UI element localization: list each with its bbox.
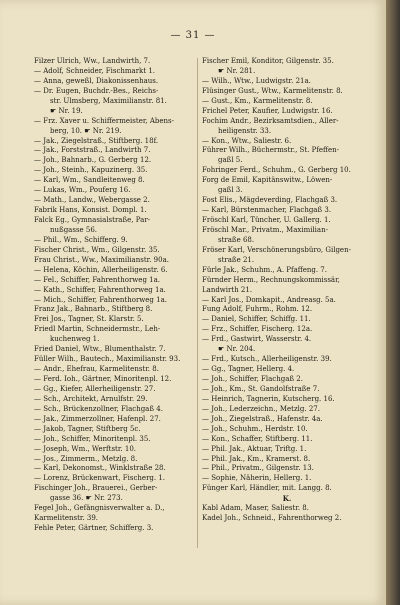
directory-entry-line: Franz Jak., Bahnarb., Stiftberg 8. (34, 305, 153, 314)
directory-entry-line: — Andr., Ehefrau, Karmelitenstr. 8. (34, 365, 159, 374)
right-column (202, 57, 372, 524)
directory-entry-line: — Karl, Bürstenmacher, Flachgaß 3. (202, 206, 332, 215)
directory-entry-line: — Fel., Schiffer, Fahrenthorweg 1a. (34, 275, 160, 284)
page-edge (386, 0, 400, 605)
directory-entry-line: — Frz. Xaver u. Schiffermeister, Abens- (34, 116, 175, 125)
directory-entry-line: Fochim Andr., Bezirksamtsdien., Aller- (202, 116, 339, 125)
directory-entry-line: — Karl, Wm., Sandleitenweg 8. (34, 176, 145, 185)
directory-entry-line: — Lukas, Wm., Pouferg 16. (34, 186, 131, 195)
directory-entry-line: Flüsinger Gust., Wtw., Karmelitenstr. 8. (202, 86, 343, 95)
directory-entry-line: — Frd., Kutsch., Allerheiligenstr. 39. (202, 355, 332, 364)
directory-entry-line: Frau Christ., Ww., Maximilianstr. 90a. (34, 255, 169, 264)
directory-entry-line: — Mich., Schiffer, Fahrenthorweg 1a. (34, 295, 167, 304)
directory-entry-line: — Joh., Schiffer, Minoritenpl. 35. (34, 434, 151, 443)
directory-entry-line: Füller Wilh., Bautech., Maximilianstr. 93. (34, 355, 181, 364)
directory-entry-line: — Helena, Köchin, Allerheiligenstr. 6. (34, 265, 168, 274)
directory-entry-line: — Wilh., Wtw., Ludwigstr. 21a. (202, 76, 311, 85)
page-number: — 31 — (170, 30, 216, 41)
directory-entry-line: Führer Wilh., Büchermstr., St. Pfeffen- (202, 146, 340, 155)
directory-entry-line: — Phil., Privatm., Gilgenstr. 13. (202, 464, 314, 473)
directory-entry-line: — Anna, geweßl, Diakonissenhaus. (34, 76, 159, 85)
directory-entry-line: nußgasse 56. (50, 225, 98, 234)
directory-entry-line: — Sch., Brückenzollner, Flachgaß 4. (34, 404, 163, 413)
directory-entry-line: — Gg., Tagner, Hellerg. 4. (202, 365, 295, 374)
directory-entry-line: K. (282, 494, 292, 504)
directory-entry-line: — Lorenz, Brückenwart, Fischerg. 1. (34, 474, 166, 483)
directory-entry-line: Fürnder Herm., Rechnungskommissär, (202, 275, 340, 284)
directory-entry-line: — Joseph, Wm., Werftstr. 10. (34, 444, 137, 453)
directory-entry-line: — Joh., Km., St. Gandolfstraße 7. (202, 384, 320, 393)
directory-entry-line: — Jak., Zimmerzollner, Hafenpl. 27. (34, 414, 161, 423)
directory-entry-line: Forg de Emil, Kapitänswitw., Löwen- (202, 176, 333, 185)
directory-entry-line: berg, 10. ☛ Nr. 219. (50, 126, 122, 135)
directory-entry-line: — Adolf, Schneider, Fischmarkt 1. (34, 66, 156, 75)
directory-entry-line: Fröschl Mar., Privatm., Maximilian- (202, 225, 328, 234)
directory-entry-line: Fung Adolf, Fuhrm., Rohm. 12. (202, 305, 313, 314)
directory-entry-line: Fost Elis., Mägdeverding, Flachgaß 3. (202, 196, 338, 205)
directory-entry-line: Frichel Peter, Kaufier, Ludwigstr. 16. (202, 106, 333, 115)
directory-entry-line: — Kath., Schiffer, Fahrenthorweg 1a. (34, 285, 166, 294)
directory-entry-line: Fehle Peter, Gärtner, Schifferg. 3. (34, 524, 154, 533)
directory-entry-line: — Sch., Architekt, Arnulfstr. 29. (34, 394, 148, 403)
directory-entry-line: — Joh., Bahnarb., G. Gerberg 12. (34, 156, 152, 165)
directory-entry-line: — Phil. Jak., Km., Kramerst. 8. (202, 454, 311, 463)
directory-entry-line: — Jos., Zimmerm., Metzlg. 8. (34, 454, 138, 463)
directory-entry-line: Fröschl Karl, Tüncher, U. Gallerg. 1. (202, 216, 331, 224)
directory-entry-line: str. Ulmsberg, Maximilianstr. 81. (50, 96, 167, 105)
directory-entry-line: — Gust., Km., Karmelitenstr. 8. (202, 96, 313, 105)
directory-entry-line: Frei Jos., Tagner, St. Klarstr. 5. (34, 315, 144, 324)
directory-entry-line: Fischinger Joh., Brauerei., Gerber- (34, 484, 158, 493)
directory-entry-line: Landwirth 21. (202, 285, 253, 294)
directory-entry-line: heiligenstr. 33. (218, 126, 272, 135)
directory-entry-line: Fischer Christ., Wm., Gilgenstr. 35. (34, 245, 160, 254)
directory-entry-line: Karmelitenstr. 39. (34, 514, 99, 523)
directory-entry-line: straße 21. (218, 255, 255, 264)
directory-entry-line: — Karl, Dekonomst., Winklstraße 28. (34, 464, 166, 473)
directory-entry-line: Friedl Martin, Schneidermstr., Leh- (34, 325, 161, 334)
directory-entry-line: — Jak., Ziegelstraß., Stiftberg. 18f. (34, 136, 159, 145)
directory-entry-line: Fried Daniel, Wtw., Blumenthalstr. 7. (34, 345, 166, 354)
directory-entry-line: — Ferd. Ioh., Gärtner, Minoritenpl. 12. (34, 375, 172, 383)
directory-entry-line: — Phil. Jak., Aktuar, Triftg. 1. (202, 444, 307, 453)
directory-entry-line: Fischer Emil, Konditor, Gilgenstr. 35. (202, 57, 334, 65)
directory-entry-line: Kadel Joh., Schneid., Fahrenthorweg 2. (202, 514, 342, 523)
directory-entry-line: — Jak., Forststraß., Landwirth 7. (34, 146, 151, 155)
directory-entry-line: — Joh., Schuhm., Herdstr. 10. (202, 424, 308, 433)
column-divider (197, 58, 198, 548)
left-column (34, 57, 192, 534)
directory-entry-line: — Frz., Schiffer, Fischerg. 12a. (202, 325, 313, 334)
directory-entry-line: — Math., Landw., Webergasse 2. (34, 196, 150, 205)
directory-entry-line: Fohringer Ferd., Schuhm., G. Gerberg 10. (202, 166, 351, 175)
directory-entry-line: Fürle Jak., Schuhm., A. Pfaffeng. 7. (202, 265, 327, 274)
directory-entry-line: — Gg., Kiefer, Allerheiligenstr. 27. (34, 384, 156, 393)
directory-entry-line: ☛ Nr. 204. (218, 345, 256, 354)
directory-entry-line: — Joh., Lederzeichn., Metzlg. 27. (202, 404, 320, 413)
directory-entry-line: ☛ Nr. 281. (218, 66, 256, 75)
directory-entry-line: Fegel Joh., Gefängnisverwalter a. D., (34, 504, 165, 513)
directory-entry-line: — Jakob, Tagner, Stiftberg 5c. (34, 424, 141, 433)
directory-entry-line: — Joh., Schiffer, Flachgaß 2. (202, 375, 303, 383)
directory-entry-line: — Karl Jos., Domkapit., Andreasg. 5a. (202, 295, 336, 304)
directory-entry-line: — Joh., Ziegelstraß., Hafenstr. 4a. (202, 414, 323, 423)
directory-entry-line: Filzer Ulrich, Ww., Landwirth, 7. (34, 57, 151, 65)
directory-entry-line: — Heinrich, Tagnerin, Kutscherg. 16. (202, 394, 335, 403)
directory-entry-line: — Daniel, Schiffer, Schiffg. 11. (202, 315, 311, 324)
directory-entry-line: Falck Eg., Gymnasialstraße, Par- (34, 216, 151, 224)
directory-entry-line: kuchenweg 1. (50, 335, 100, 344)
directory-entry-line: gaßl 3. (218, 186, 243, 195)
directory-entry-line: Fabrik Hans, Konsist. Dompl. 1. (34, 206, 147, 215)
directory-entry-line: Fünger Karl, Händler, mit. Langg. 8. (202, 484, 332, 493)
directory-entry-line: Fröser Karl, Verschönerungsbüro, Gilgen- (202, 245, 351, 254)
directory-entry-line: Kabl Adam, Maser, Saliestr. 8. (202, 504, 309, 513)
directory-entry-line: — Kon., Wtw., Saliestr. 6. (202, 136, 292, 145)
directory-entry-line: straße 68. (218, 235, 255, 244)
directory-entry-line: — Kon., Schaffer, Stiftberg. 11. (202, 434, 313, 443)
directory-entry-line: — Phil., Wm., Schifferg. 9. (34, 235, 128, 244)
directory-entry-line: gasse 36. ☛ Nr. 273. (50, 494, 123, 503)
directory-entry-line: — Dr. Eugen, Buchdr.-Bes., Reichs- (34, 86, 159, 95)
directory-entry-line: gaßl 5. (218, 156, 243, 165)
directory-entry-line: ☛ Nr. 19. (50, 106, 83, 115)
directory-entry-line: — Frd., Gastwirt, Wasserstr. 4. (202, 335, 312, 344)
directory-entry-line: — Joh., Steinh., Kapuzinerg. 35. (34, 166, 148, 175)
directory-entry-line: — Sophie, Näherin, Hellerg. 1. (202, 474, 312, 483)
